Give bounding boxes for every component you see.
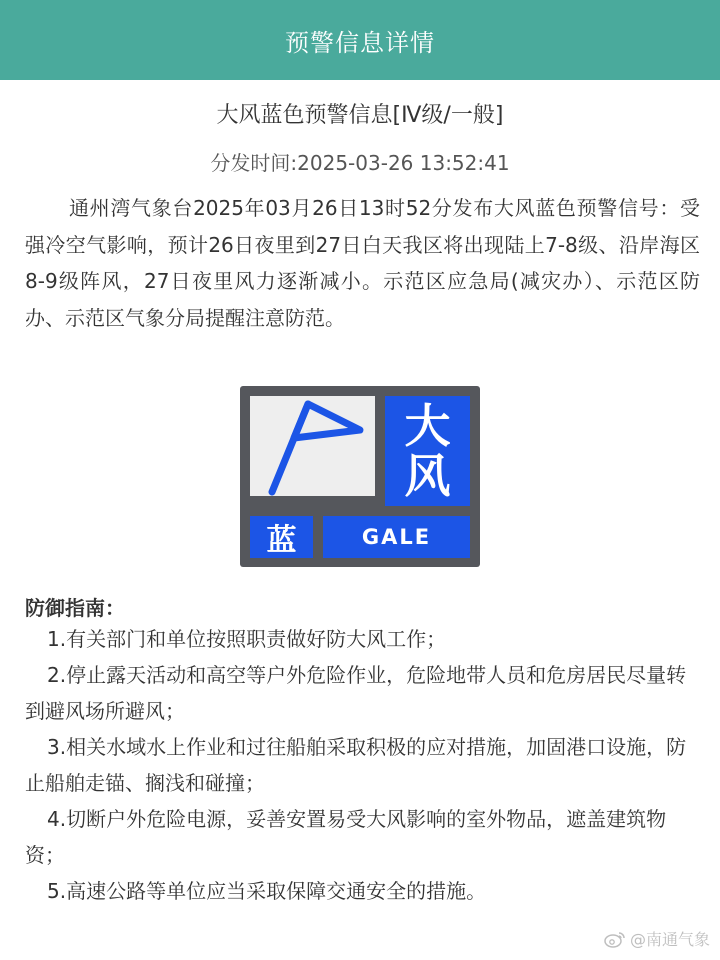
sign-color-box — [250, 516, 313, 558]
guide-item-text: 停止露天活动和高空等户外危险作业，危险地带人员和危房居民尽量转到避风场所避风； — [25, 663, 687, 723]
guide-item-number: 5. — [47, 879, 67, 903]
gale-flag-icon — [250, 396, 375, 496]
sign-char-top: 大 — [404, 399, 451, 453]
guide-item-text: 高速公路等单位应当采取保障交通安全的措施。 — [66, 879, 487, 903]
guide-item — [25, 873, 700, 909]
page-title: 预警信息详情 — [285, 28, 435, 57]
guide-item — [25, 801, 700, 873]
warning-sign — [240, 386, 480, 567]
watermark-text: @南通气象 — [629, 930, 710, 949]
guide-list — [25, 621, 700, 909]
issue-time-value: 2025-03-26 13:52:41 — [297, 151, 510, 175]
alert-body: 通州湾气象台2025年03月26日13时52分发布大风蓝色预警信号：受强冷空气影响，预计26日夜里到27日白天我区将出现陆上7-8级、沿岸海区8-9级阵风，27日夜里风力逐渐减小。示范区应急局(减灾办）、示范区防办、示范区气象分局提醒注意防范。 — [25, 196, 700, 330]
guide-item-number: 3. — [47, 735, 67, 759]
sign-char-bottom: 风 — [404, 449, 451, 503]
watermark — [604, 927, 710, 950]
guide-item-number: 4. — [47, 807, 67, 831]
issue-time — [0, 147, 720, 176]
guide-item — [25, 729, 700, 801]
guide-item-number: 1. — [47, 627, 67, 651]
guide-item-text: 切断户外危险电源，妥善安置易受大风影响的室外物品，遮盖建筑物资； — [25, 807, 667, 867]
sign-english-label: GALE — [361, 525, 432, 549]
sign-character-box — [385, 396, 470, 506]
sign-english-box — [323, 516, 470, 558]
guide-heading: 防御指南： — [25, 596, 125, 620]
issue-time-label: 分发时间: — [210, 151, 298, 175]
guide-item-number: 2. — [47, 663, 67, 687]
page-header — [0, 0, 720, 80]
guide-item — [25, 621, 700, 657]
guide-item-text: 相关水域水上作业和过往船舶采取积极的应对措施，加固港口设施，防止船舶走锚、搁浅和碰撞； — [25, 735, 687, 795]
alert-title: 大风蓝色预警信息[Ⅳ级/一般] — [216, 103, 504, 128]
weibo-icon — [604, 930, 626, 948]
sign-color-label: 蓝 — [266, 523, 297, 558]
guide-item — [25, 657, 700, 729]
guide-item-text: 有关部门和单位按照职责做好防大风工作； — [66, 627, 447, 651]
